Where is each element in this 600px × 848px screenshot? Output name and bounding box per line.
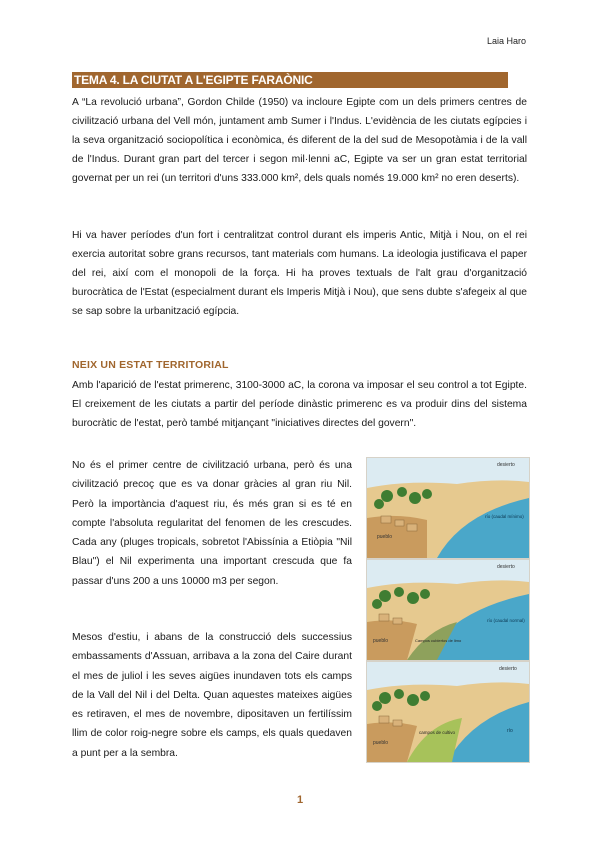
desert-label: desierto — [499, 666, 517, 672]
author-name: Laia Haro — [486, 36, 526, 46]
fields-label: Campos cubiertos de limo — [415, 638, 462, 643]
village-label: pueblo — [373, 638, 389, 644]
paragraph-state: Amb l'aparició de l'estat primerenc, 3100-3000 aC, la corona va imposar el seu control a tot Egipte. El creixement de les ciutats a partir del període dinàstic primerenc es va produir dins del sistema burocràtic de l'estat, però també mitjançant "iniciatives directes del govern". — [72, 380, 527, 429]
nile-low-water-illustration — [366, 457, 530, 559]
title-banner — [72, 72, 508, 88]
desert-label: desierto — [497, 564, 515, 570]
village-label: pueblo — [377, 534, 393, 540]
paragraph-control: Hi va haver períodes d'un fort i centralitzat control durant els imperis Antic, Mitjà i Nou, on el rei exercia autoritat sobre grans recursos, tant materials com humans. La ideologia justificava el paper del rei, així com el monopoli de la força. Hi ha proves textuals de l'alt grau d'organització burocràtica de l'Estat (especialment durant els Imperis Mitjà i Nou), que sens dubte s'afegeix al que se sap sobre la urbanització egípcia. — [72, 230, 527, 317]
desert-label: desierto — [497, 462, 515, 468]
fields-label: campos de cultivo — [419, 730, 456, 735]
village-label: pueblo — [373, 740, 389, 746]
page-number: 1 — [296, 794, 304, 806]
nile-normal-flow-illustration — [366, 559, 530, 661]
paragraph-intro: A “La revolució urbana”, Gordon Childe (1950) va incloure Egipte com un dels primers centres de civilització urbana del Vell món, juntament amb Sumer i l'Indus. L'evidència de les ciutats egípcies i la seva organització sociopolítica i econòmica, és diferent de la del sud de Mesopotàmia i de la vall de l'Indus. Durant gran part del tercer i segon mil·lenni aC, Egipte va ser un gran estat territorial governat per un rei (un territori d'uns 333.000 km², dels quals només 19.000 km² no eren deserts). — [72, 97, 527, 184]
river-label: río (caudal normal) — [487, 618, 525, 623]
river-label: río — [507, 728, 513, 734]
river-label: río (caudal mínimo) — [485, 514, 524, 519]
paragraph-flood: Mesos d'estiu, i abans de la construcció dels successius embassaments d'Assuan, arribava a la zona del Caire durant el mes de juliol i les seves aigües inundaven tots els camps de la Vall del Nil i del Delta. Quan aquestes mateixes aigües es retiraven, el mes de novembre, dipositaven un fertilíssim llim de color roig-negre sobre els camps, els quals quedaven a punt per a la sembra. — [72, 632, 352, 759]
nile-cultivation-illustration — [366, 661, 530, 763]
page-title: TEMA 4. LA CIUTAT A L'EGIPTE FARAÒNIC — [74, 73, 313, 87]
section-heading: NEIX UN ESTAT TERRITORIAL — [72, 359, 229, 371]
paragraph-nile: No és el primer centre de civilització urbana, però és una civilització precoç que es va donar gràcies al gran riu Nil. Però la importància d'aquest riu, és més gran si es té en compte l'absoluta regularitat del fenomen de les crescudes. Cada any (pluges tropicals, sobretot l'Abissínia a Etiòpia "Nil Blau") el Nil experimenta una important crescuda que fa passar d'uns 200 a uns 10000 m3 per segon. — [72, 460, 352, 587]
